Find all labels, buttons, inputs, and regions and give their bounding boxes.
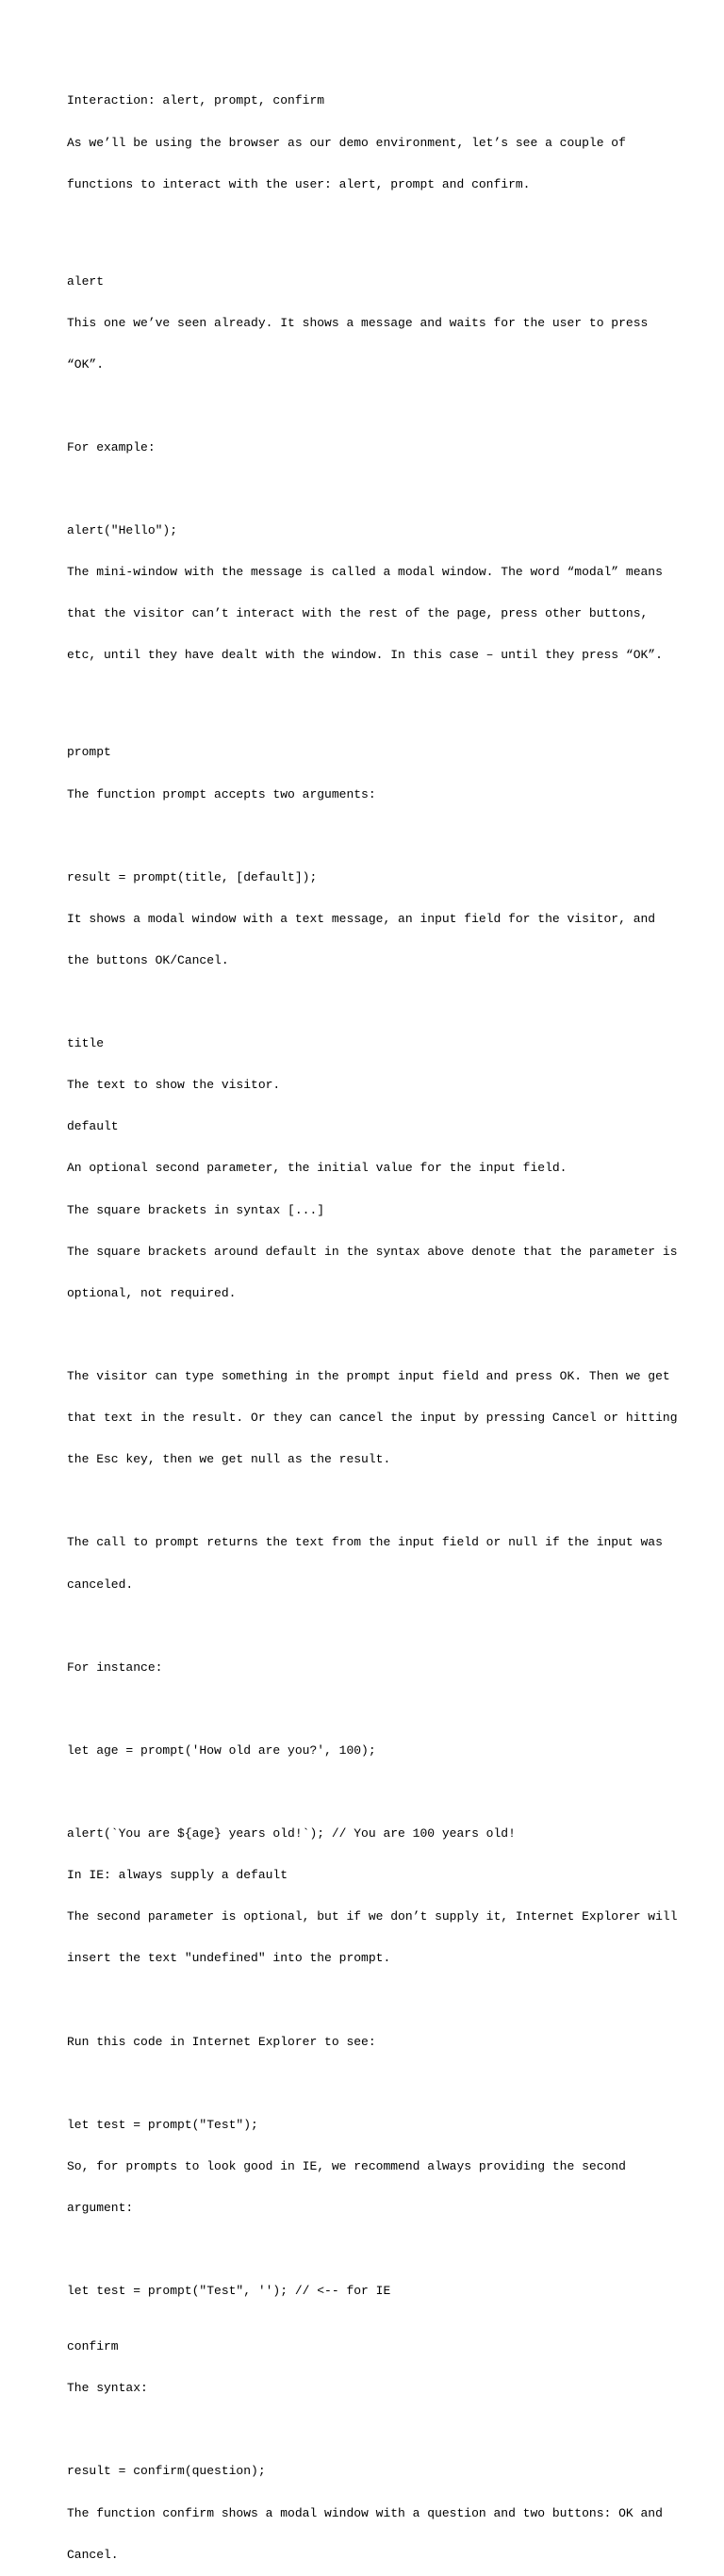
- spacer: [67, 483, 670, 497]
- alert-explanation-line-3: etc, until they have dealt with the window. In this case – until they press “OK”.: [67, 648, 663, 663]
- spacer: [67, 996, 670, 1010]
- recommend-line-1: So, for prompts to look good in IE, we recommend always providing the second: [67, 2158, 626, 2173]
- alert-body-line-1: This one we’ve seen already. It shows a message and waits for the user to press: [67, 315, 649, 330]
- ie-desc-line-1: The second parameter is optional, but if we don’t supply it, Internet Explorer will: [67, 1909, 678, 1924]
- spacer: [67, 1329, 670, 1343]
- alert-explanation-line-2: that the visitor can’t interact with the rest of the page, press other buttons,: [67, 606, 649, 621]
- param-title-desc: The text to show the visitor.: [67, 1078, 281, 1093]
- brackets-desc-line-2: optional, not required.: [67, 1285, 237, 1300]
- visitor-para-line-1: The visitor can type something in the prompt input field and press OK. Then we get: [67, 1368, 670, 1383]
- alert-heading: alert: [67, 273, 105, 289]
- alert-example-label: For example:: [67, 439, 156, 454]
- ie-heading: In IE: always supply a default: [67, 1868, 288, 1883]
- alert-body-line-2: “OK”.: [67, 356, 105, 372]
- code-alert-age: alert(`You are ${age} years old!`); // You are 100 years old!: [67, 1826, 516, 1841]
- confirm-syntax-label: The syntax:: [67, 2381, 148, 2396]
- spacer: [67, 2243, 670, 2257]
- spacer: [67, 1620, 670, 1634]
- prompt-syntax-code: result = prompt(title, [default]);: [67, 869, 318, 884]
- spacer: [67, 1703, 670, 1717]
- document-page: [67, 67, 678, 2576]
- confirm-heading: confirm: [67, 2339, 119, 2354]
- prompt-heading: prompt: [67, 745, 111, 760]
- visitor-para-line-3: the Esc key, then we get null as the result.: [67, 1452, 391, 1467]
- confirm-desc-line-1: The function confirm shows a modal window with a question and two buttons: OK and: [67, 2505, 663, 2520]
- spacer: [67, 1994, 670, 2008]
- code-age: let age = prompt('How old are you?', 100);: [67, 1742, 376, 1758]
- confirm-desc-line-2: Cancel.: [67, 2547, 119, 2562]
- spacer: [67, 2423, 670, 2437]
- spacer: [67, 2077, 670, 2091]
- returns-para-line-2: canceled.: [67, 1577, 134, 1592]
- spacer: [67, 1786, 670, 1800]
- confirm-code: result = confirm(question);: [67, 2464, 266, 2479]
- ie-desc-line-2: insert the text "undefined" into the prompt.: [67, 1951, 391, 1966]
- alert-code: alert("Hello");: [67, 523, 178, 538]
- visitor-para-line-2: that text in the result. Or they can cancel the input by pressing Cancel or hitting: [67, 1411, 678, 1426]
- code-test: let test = prompt("Test");: [67, 2117, 258, 2132]
- spacer: [67, 830, 670, 844]
- brackets-desc-line-1: The square brackets around default in the syntax above denote that the parameter is: [67, 1244, 678, 1259]
- param-title-name: title: [67, 1036, 105, 1051]
- prompt-intro: The function prompt accepts two arguments:: [67, 786, 376, 801]
- intro-line-1: As we’ll be using the browser as our demo environment, let’s see a couple of: [67, 135, 626, 150]
- spacer: [67, 1494, 670, 1509]
- run-label: Run this code in Internet Explorer to see:: [67, 2034, 376, 2049]
- brackets-heading: The square brackets in syntax [...]: [67, 1202, 325, 1217]
- spacer: [67, 691, 670, 705]
- recommend-line-2: argument:: [67, 2201, 134, 2216]
- intro-line-2: functions to interact with the user: alert, prompt and confirm.: [67, 176, 531, 191]
- spacer: [67, 220, 670, 234]
- instance-label: For instance:: [67, 1660, 163, 1675]
- param-default-name: default: [67, 1119, 119, 1134]
- spacer: [67, 400, 670, 414]
- alert-explanation-line-1: The mini-window with the message is called a modal window. The word “modal” means: [67, 565, 663, 580]
- page-title: Interaction: alert, prompt, confirm: [67, 93, 325, 108]
- returns-para-line-1: The call to prompt returns the text from the input field or null if the input was: [67, 1535, 663, 1550]
- prompt-syntax-desc-line-2: the buttons OK/Cancel.: [67, 952, 229, 967]
- prompt-syntax-desc-line-1: It shows a modal window with a text message, an input field for the visitor, and: [67, 911, 656, 926]
- code-test-ie: let test = prompt("Test", ''); // <-- for IE: [67, 2284, 391, 2299]
- param-default-desc: An optional second parameter, the initial value for the input field.: [67, 1161, 568, 1176]
